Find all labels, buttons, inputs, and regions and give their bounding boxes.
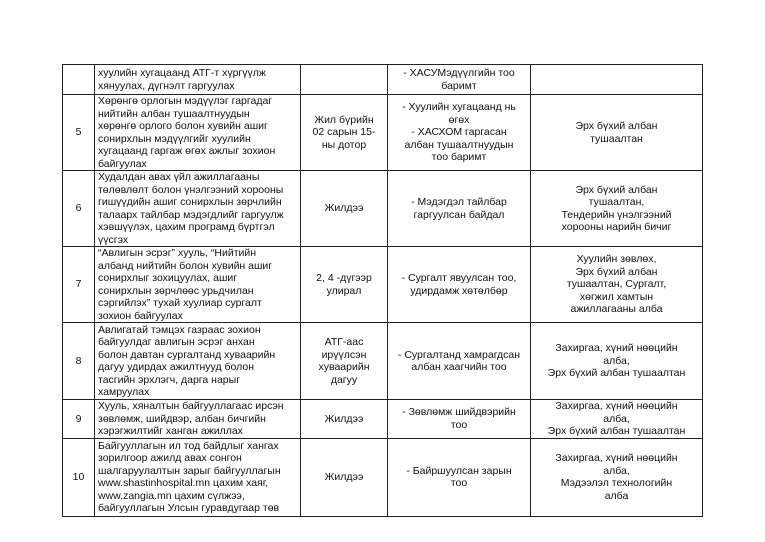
text-line: хорооны нарийн бичиг — [561, 221, 672, 233]
responsible-cell — [531, 323, 703, 400]
text-line: Жил бүрийн — [314, 113, 374, 126]
text-line: алба, — [603, 354, 630, 367]
text-line: Эрх бүхий албан — [575, 183, 658, 196]
text-line: тушаалтан, — [588, 196, 645, 208]
timeframe-cell — [301, 95, 388, 171]
text-line: www.shastinhospital.mn цахим хаяг, — [98, 477, 269, 489]
row-number-cell — [63, 400, 95, 439]
text-line: зорилгоор ажилд авах сонгон — [98, 452, 242, 464]
text-line: - ХАСХОМ гаргасан — [411, 126, 507, 139]
text-line: дагуу — [330, 373, 358, 386]
responsible-cell — [531, 438, 703, 516]
text-line: Жилдээ — [324, 202, 364, 215]
document-page — [62, 64, 702, 517]
text-line: Тендерийн үнэлгээний — [561, 208, 672, 221]
text-line: хамруулах — [98, 386, 150, 398]
text-line: ирүүлсэн — [321, 348, 367, 361]
text-line: Захиргаа, хүний нөөцийн — [555, 452, 678, 464]
responsible-cell — [531, 95, 703, 171]
text-line: албанд нийтийн болон хувийн ашиг — [98, 259, 273, 272]
text-line: байгуулах — [98, 157, 147, 170]
table-body — [63, 65, 703, 517]
row-number: 9 — [75, 412, 82, 425]
text-line: Худалдан авах үйл ажиллагааны — [98, 171, 260, 183]
row-number-cell — [63, 247, 95, 323]
text-line: зохион байгуулах — [98, 309, 183, 322]
task-cell — [95, 171, 301, 247]
text-line: гаргуулсан байдал — [413, 208, 505, 221]
text-line: Жилдээ — [324, 412, 364, 425]
text-line: Жилдээ — [324, 470, 364, 483]
timeframe-cell — [301, 400, 388, 439]
text-line: албан хаагчийн тоо — [411, 361, 507, 373]
indicator-cell — [388, 247, 531, 323]
table-row — [63, 323, 703, 400]
indicator-cell — [388, 65, 531, 95]
text-line: хуваарийн — [318, 361, 370, 373]
text-line: сонирхлыг зохицуулах, ашиг — [98, 272, 238, 284]
text-line: тасгийн эрхлэгч, дарга нарыг — [98, 373, 241, 386]
text-line: нийтийн албан тушаалтнуудын — [98, 107, 250, 120]
timeframe-cell — [301, 65, 388, 95]
indicator-cell — [388, 438, 531, 516]
text-line: Хууль, хяналтын байгууллагаас ирсэн — [98, 400, 284, 412]
row-number-cell — [63, 438, 95, 516]
row-number: 10 — [72, 470, 85, 483]
text-line: www.zangia.mn цахим сүлжээ, — [98, 489, 245, 502]
text-line: - Зөвлөмж шийдвэрийн — [402, 406, 516, 419]
text-line: “Авлигын эсрэг” хууль, “Нийтийн — [98, 247, 257, 259]
row-number: 6 — [75, 202, 82, 215]
text-line: - ХАСУМэдүүлгийн тоо — [403, 67, 515, 79]
text-line: - Байршуулсан зарын — [406, 464, 512, 477]
task-cell — [95, 65, 301, 95]
text-line: АТГ-аас — [324, 336, 364, 348]
table-row — [63, 400, 703, 439]
text-line: байгуулдаг авлигын эсрэг анхан — [98, 336, 255, 348]
text-line: Авлигатай тэмцэх газраас зохион — [98, 323, 261, 336]
text-line: өгөх — [448, 113, 470, 126]
row-number: 7 — [75, 278, 82, 291]
table-row — [63, 247, 703, 323]
row-number-cell — [63, 171, 95, 247]
text-line: удирдамж хөтөлбөр — [410, 284, 508, 297]
text-line: үүсгэх — [98, 233, 129, 246]
table-row — [63, 65, 703, 95]
responsible-cell — [531, 65, 703, 95]
text-line: төлөвлөлт болон үнэлгээний хорооны — [98, 183, 284, 196]
text-line: алба, — [603, 464, 630, 477]
text-line: тоо баримт — [431, 151, 487, 164]
indicator-cell — [388, 400, 531, 439]
responsible-cell — [531, 171, 703, 247]
indicator-cell — [388, 323, 531, 400]
text-line: хянуулах, дүгнэлт гаргуулах — [98, 79, 235, 92]
text-line: хуулийн хугацаанд АТГ-т хүргүүлж — [98, 67, 266, 79]
text-line: тушаалтан, Сургалт, — [566, 278, 667, 291]
text-line: - Хуулийн хугацаанд нь — [402, 101, 516, 114]
indicator-cell — [388, 95, 531, 171]
text-line: Хуулийн зөвлөх, — [576, 253, 657, 266]
text-line: хэвшүүлэх, цахим програмд бүртгэл — [98, 221, 275, 233]
text-line: Хөрөнгө орлогын мэдүүлэг гаргадаг — [98, 95, 273, 107]
text-line: Захиргаа, хүний нөөцийн — [555, 400, 678, 412]
text-line: сэргийлэх” тухай хуулиар сургалт — [98, 297, 262, 309]
task-cell — [95, 95, 301, 171]
text-line: ажиллагааны алба — [570, 303, 663, 316]
action-plan-table — [62, 64, 703, 517]
text-line: Эрх бүхий албан тушаалтан — [547, 425, 686, 437]
text-line: талаарх тайлбар мэдэгдлийг гаргуулж — [98, 208, 284, 221]
timeframe-cell — [301, 171, 388, 247]
row-number-cell — [63, 95, 95, 171]
text-line: алба, — [603, 412, 630, 425]
text-line: - Сургалт явуулсан тоо, — [401, 272, 517, 284]
text-line: Байгууллагын ил тод байдлыг хангах — [98, 439, 279, 452]
responsible-cell — [531, 400, 703, 439]
task-cell — [95, 323, 301, 400]
table-row — [63, 438, 703, 516]
text-line: алба — [604, 489, 629, 502]
table-row — [63, 171, 703, 247]
text-line: гишүүдийн ашиг сонирхлын зөрчлийн — [98, 196, 282, 208]
text-line: хугацаанд гаргаж өгөх ажлыг зохион — [98, 145, 276, 157]
text-line: Эрх бүхий албан тушаалтан — [547, 367, 686, 380]
text-line: Захиргаа, хүний нөөцийн — [555, 342, 678, 355]
text-line: сонирхлын мэдүүлгийг хуулийн — [98, 132, 251, 145]
text-line: улирал — [326, 284, 362, 297]
text-line: хөрөнгө орлого болон хувийн ашиг — [98, 120, 268, 132]
row-number: 5 — [75, 126, 82, 139]
responsible-cell — [531, 247, 703, 323]
text-line: 2, 4 -дүгээр — [316, 272, 372, 284]
text-line: хөгжил хамтын — [579, 290, 654, 303]
text-line: дагуу удирдах ажилтнууд болон — [98, 361, 255, 373]
text-line: зөвлөмж, шийдвэр, албан бичгийн — [98, 412, 266, 425]
text-line: - Мэдэгдэл тайлбар — [411, 196, 507, 208]
text-line: албан тушаалтнуудын — [404, 138, 514, 151]
text-line: тушаалтан — [590, 132, 643, 145]
text-line: хэрэгжилтийг ханган ажиллах — [98, 425, 243, 437]
indicator-cell — [388, 171, 531, 247]
text-line: баримт — [441, 79, 477, 92]
row-number-cell — [63, 323, 95, 400]
row-number-cell — [63, 65, 95, 95]
text-line: тоо — [450, 477, 468, 489]
text-line: байгууллагын Улсын гуравдугаар төв — [98, 502, 280, 514]
text-line: болон давтан сургалтанд хуваарийн — [98, 348, 276, 361]
timeframe-cell — [301, 247, 388, 323]
text-line: Эрх бүхий албан — [575, 120, 658, 132]
text-line: сонирхлын зөрчлөөс урьдчилан — [98, 284, 254, 297]
text-line: шалгаруулалтын зарыг байгууллагын — [98, 464, 281, 477]
task-cell — [95, 400, 301, 439]
text-line: Мэдээлэл технологийн — [560, 477, 673, 489]
text-line: Эрх бүхий албан — [575, 265, 658, 278]
table-row — [63, 95, 703, 171]
row-number: 8 — [75, 354, 82, 367]
task-cell — [95, 438, 301, 516]
timeframe-cell — [301, 323, 388, 400]
task-cell — [95, 247, 301, 323]
text-line: ны дотор — [321, 138, 367, 151]
text-line: тоо — [450, 418, 468, 431]
timeframe-cell — [301, 438, 388, 516]
text-line: 02 сарын 15- — [312, 126, 376, 139]
text-line: - Сургалтанд хамрагдсан — [397, 348, 521, 361]
